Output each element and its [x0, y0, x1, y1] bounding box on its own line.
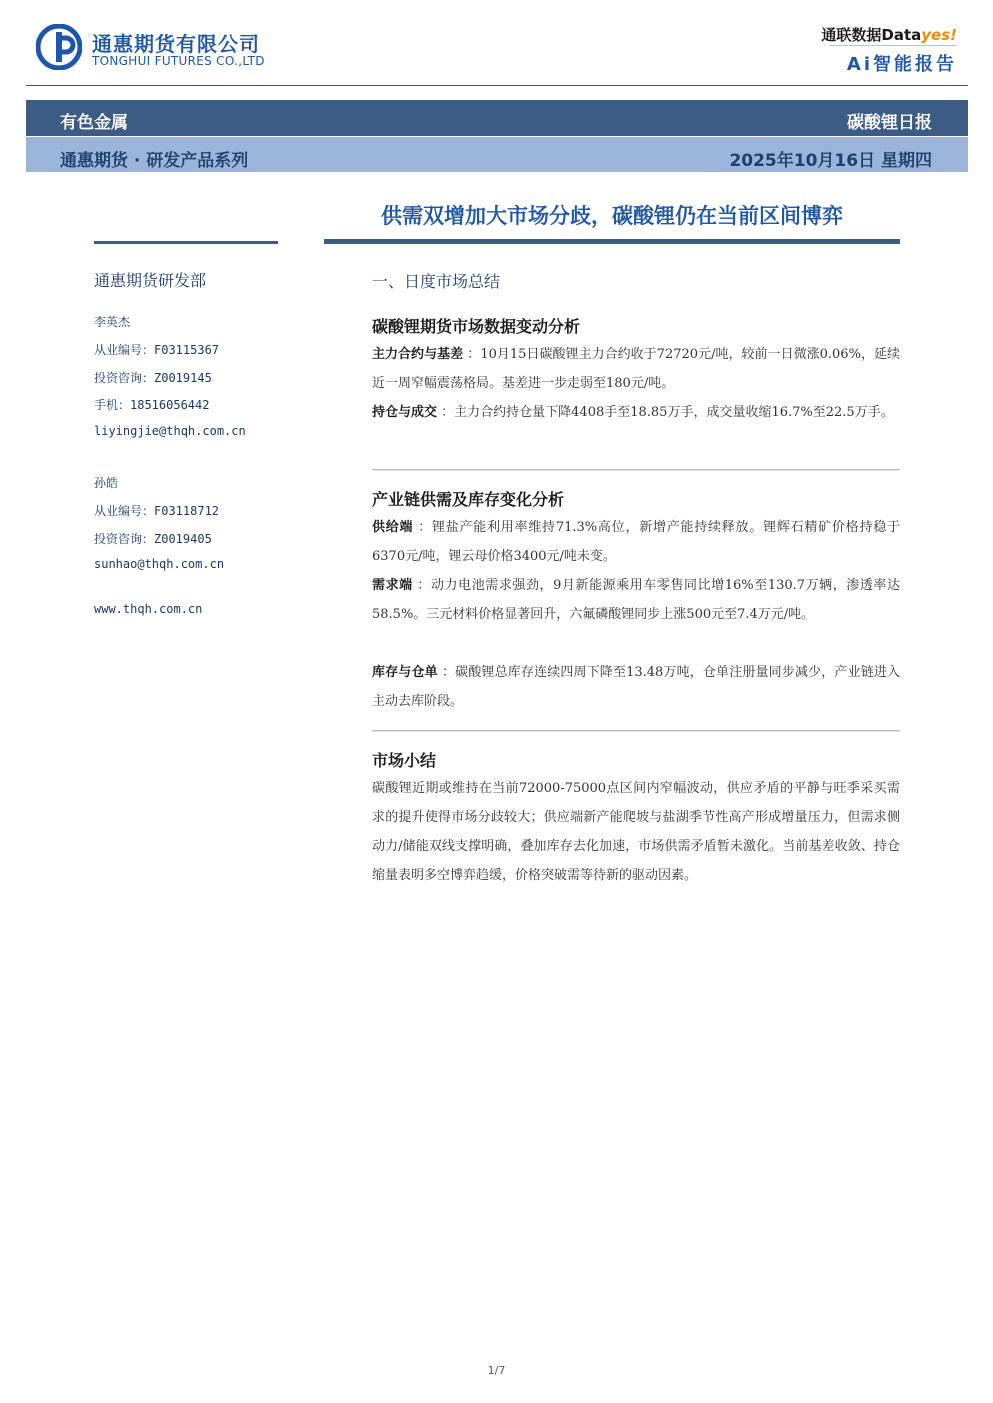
paragraph-label: 需求端 — [372, 578, 413, 593]
paragraph-text: ：碳酸锂总库存连续四周下降至13.48万吨，仓单注册量同步减少，产业链进入主动去库阶段。 — [372, 665, 900, 709]
datayes-divider — [829, 45, 957, 46]
paragraph-label: 持仓与成交 — [372, 405, 438, 420]
analyst-license: 从业编号：F03118712 — [94, 504, 220, 518]
datayes-logo — [821, 24, 957, 45]
analyst-phone: 手机：18516056442 — [94, 398, 210, 412]
sidebar-top-rule — [94, 241, 278, 244]
paragraph-label: 主力合约与基差 — [372, 347, 464, 362]
headline-underline — [324, 239, 900, 244]
report-headline: 供需双增加大市场分歧，碳酸锂仍在当前区间博弈 — [381, 204, 843, 228]
paragraph-supply — [372, 513, 900, 571]
datayes-suffix: yes! — [921, 26, 957, 44]
paragraph-contract-basis — [372, 340, 900, 398]
paragraph-text: ：动力电池需求强劲，9月新能源乘用车零售同比增16%至130.7万辆，渗透率达58.5%。三元材料价格显著回升，六氟磷酸锂同步上涨500元至7.4万元/吨。 — [372, 578, 900, 622]
paragraph-demand — [372, 571, 900, 629]
website-link[interactable]: www.thqh.com.cn — [94, 602, 203, 616]
datayes-prefix: 通联数据Data — [821, 26, 922, 44]
category-label: 有色金属 — [60, 113, 128, 133]
paragraph-label: 供给端 — [372, 520, 414, 535]
paragraph-text: ：锂盐产能利用率维持71.3%高位，新增产能持续释放。锂辉石精矿价格持稳于6370元/吨，锂云母价格3400元/吨未变。 — [372, 520, 900, 564]
category-band — [26, 100, 968, 136]
analyst-advisory: 投资咨询：Z0019145 — [94, 371, 212, 385]
research-dept: 通惠期货研发部 — [94, 271, 207, 290]
analyst-advisory: 投资咨询：Z0019405 — [94, 532, 212, 546]
analyst-email-link[interactable]: sunhao@thqh.com.cn — [94, 557, 225, 571]
report-type-label: 碳酸锂日报 — [847, 113, 932, 133]
company-name-en: TONGHUI FUTURES CO.,LTD — [92, 54, 265, 68]
analyst-email-link[interactable]: liyingjie@thqh.com.cn — [94, 424, 246, 438]
block-title-supply-demand: 产业链供需及库存变化分析 — [372, 490, 565, 509]
series-band — [26, 137, 968, 172]
block-title-futures: 碳酸锂期货市场数据变动分析 — [372, 317, 581, 336]
analyst-license: 从业编号：F03115367 — [94, 343, 220, 357]
paragraph-position-volume — [372, 398, 900, 427]
paragraph-inventory — [372, 658, 900, 716]
section-divider — [372, 469, 900, 471]
paragraph-summary: 碳酸锂近期或维持在当前72000-75000点区间内窄幅波动，供应矛盾的平静与旺季采买需求的提升使得市场分歧较大；供应端新产能爬坡与盐湖季节性高产形成增量压力，但需求侧动力/储能双线支撑明确，叠加库存去化加速，市场供需矛盾暂未激化。当前基差收敛、持仓缩量表明多空博弈趋缓，价格突破需等待新的驱动因素。 — [372, 781, 900, 883]
header-divider — [26, 85, 968, 86]
analyst-name: 孙皓 — [94, 476, 119, 490]
paragraph-text: ：主力合约持仓量下降4408手至18.85万手，成交量收缩16.7%至22.5万手。 — [437, 405, 894, 420]
ai-report-label: Ai智能报告 — [846, 54, 957, 75]
report-date: 2025年10月16日 星期四 — [729, 151, 932, 171]
block-title-summary: 市场小结 — [372, 751, 437, 770]
page-number: 1/7 — [487, 1364, 506, 1377]
company-name-cn: 通惠期货有限公司 — [92, 32, 260, 56]
analyst-name: 李英杰 — [94, 315, 131, 329]
paragraph-label: 库存与仓单 — [372, 665, 438, 680]
section-divider — [372, 730, 900, 732]
section-title: 一、日度市场总结 — [372, 272, 501, 291]
series-label: 通惠期货 · 研发产品系列 — [60, 151, 249, 171]
company-logo-icon — [36, 24, 82, 70]
paragraph-text: ：10月15日碳酸锂主力合约收于72720元/吨，较前一日微涨0.06%，延续近一周窄幅震荡格局。基差进一步走弱至180元/吨。 — [372, 347, 900, 391]
